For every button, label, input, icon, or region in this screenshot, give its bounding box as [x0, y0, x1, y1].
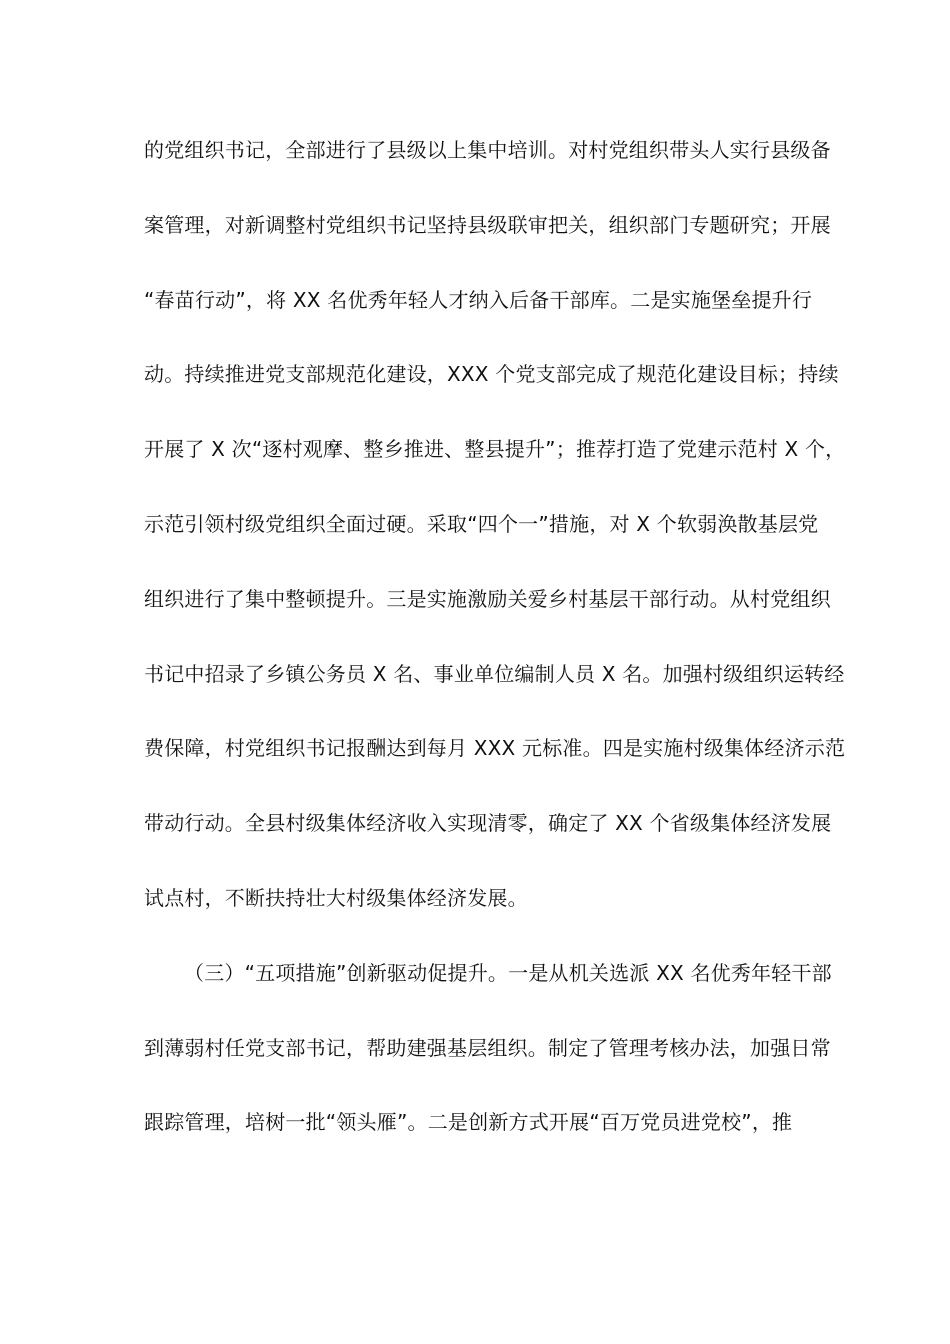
- text-line: 示范引领村级党组织全面过硬。采取“四个一”措施，对 X 个软弱涣散基层党: [144, 511, 819, 536]
- text-line: 组织进行了集中整顿提升。三是实施激励关爱乡村基层干部行动。从村党组织: [144, 586, 831, 611]
- text-line: 开展了 X 次“逐村观摩、整乡推进、整县提升”；推荐打造了党建示范村 X 个，: [144, 437, 846, 462]
- text-line: 到薄弱村任党支部书记，帮助建强基层组织。制定了管理考核办法，加强日常: [144, 1035, 831, 1060]
- text-line: 动。持续推进党支部规范化建设，XXX 个党支部完成了规范化建设目标；持续: [144, 362, 839, 387]
- text-line: 跟踪管理，培树一批“领头雁”。二是创新方式开展“百万党员进党校”，推: [144, 1110, 793, 1135]
- body-text: [144, 128, 846, 1175]
- text-line: 费保障，村党组织书记报酬达到每月 XXX 元标准。四是实施村级集体经济示范: [144, 736, 846, 761]
- text-line: 案管理，对新调整村党组织书记坚持县级联审把关，组织部门专题研究；开展: [144, 212, 831, 237]
- section-heading-line: （三）“五项措施”创新驱动促提升。一是从机关选派 XX 名优秀年轻干部: [184, 960, 832, 985]
- text-line: 试点村，不断扶持壮大村级集体经济发展。: [144, 885, 528, 910]
- text-line: 的党组织书记，全部进行了县级以上集中培训。对村党组织带头人实行县级备: [144, 138, 831, 162]
- text-line: 书记中招录了乡镇公务员 X 名、事业单位编制人员 X 名。加强村级组织运转经: [144, 661, 845, 686]
- text-line: “春苗行动”，将 XX 名优秀年轻人才纳入后备干部库。二是实施堡垒提升行: [144, 287, 813, 312]
- text-line: 带动行动。全县村级集体经济收入实现清零，确定了 XX 个省级集体经济发展: [144, 811, 832, 836]
